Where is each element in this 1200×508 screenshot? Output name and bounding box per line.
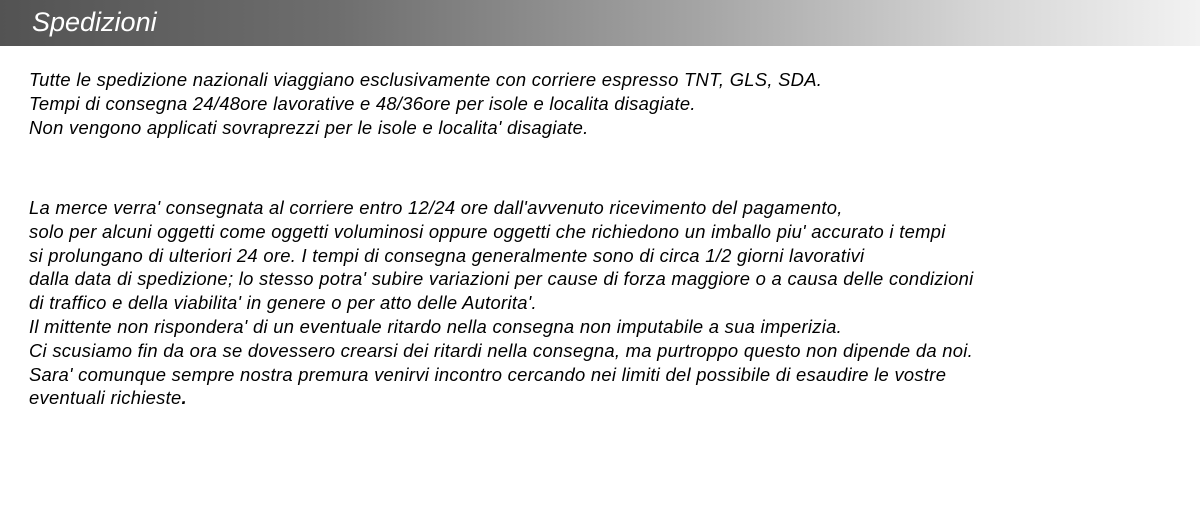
paragraph-line: Tutte le spedizione nazionali viaggiano esclusivamente con corriere espresso TNT, GLS, SDA.: [29, 69, 823, 90]
section-title: Spedizioni: [32, 7, 157, 37]
trailing-period: .: [181, 387, 187, 409]
paragraph-line: La merce verra' consegnata al corriere entro 12/24 ore dall'avvenuto ricevimento del pagamento,: [29, 197, 843, 218]
shipping-info-paragraph: [29, 68, 822, 139]
paragraph-line: solo per alcuni oggetti come oggetti voluminosi oppure oggetti che richiedono un imballo piu' accurato i tempi: [29, 220, 946, 242]
paragraph-line-text: eventuali richieste: [29, 387, 182, 409]
paragraph-line: Il mittente non rispondera' di un eventuale ritardo nella consegna non imputabile a sua imperizia.: [29, 315, 843, 337]
paragraph-line: si prolungano di ulteriori 24 ore. I tempi di consegna generalmente sono di circa 1/2 giorni lavorativi: [29, 244, 865, 266]
paragraph-last-line: [29, 386, 974, 410]
paragraph-line: di traffico e della viabilita' in genere o per atto delle Autorita'.: [29, 292, 537, 314]
paragraph-line: Tempi di consegna 24/48ore lavorative e 48/36ore per isole e localita disagiate.: [29, 92, 696, 114]
paragraph-line: Sara' comunque sempre nostra premura venirvi incontro cercando nei limiti del possibile di esaudire le vostre: [29, 363, 947, 385]
paragraph-line: dalla data di spedizione; lo stesso potra' subire variazioni per cause di forza maggiore o a causa delle condizioni: [29, 268, 974, 290]
section-header-bar: [0, 0, 1200, 46]
delivery-terms-paragraph: [29, 196, 974, 410]
paragraph-line: Non vengono applicati sovraprezzi per le isole e localita' disagiate.: [29, 116, 589, 138]
paragraph-line: Ci scusiamo fin da ora se dovessero crearsi dei ritardi nella consegna, ma purtroppo questo non dipende da noi.: [29, 339, 973, 361]
